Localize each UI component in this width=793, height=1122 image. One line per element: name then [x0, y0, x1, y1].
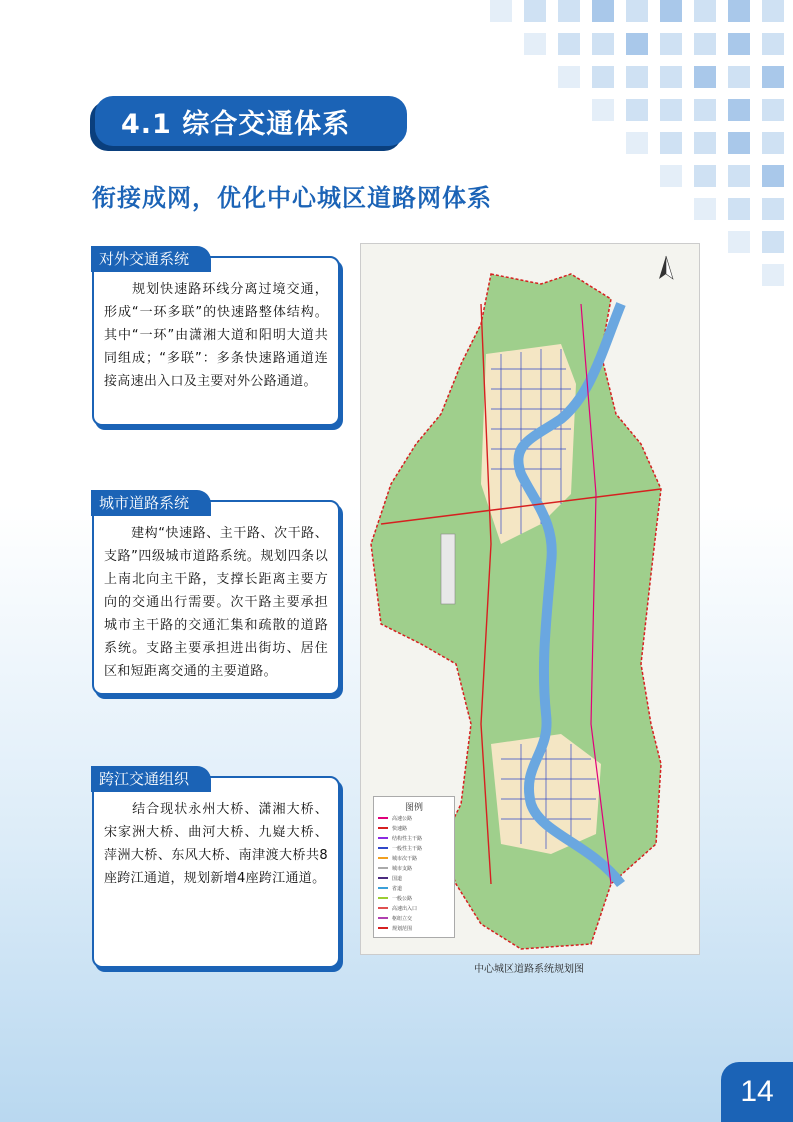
- legend-label: 一般公路: [392, 895, 413, 902]
- legend-swatch: [378, 877, 388, 879]
- legend-swatch: [378, 837, 388, 839]
- info-box-urban-roads: [92, 494, 340, 695]
- legend-swatch: [378, 927, 388, 929]
- legend-row: [374, 893, 454, 903]
- legend-swatch: [378, 917, 388, 919]
- legend-label: 快速路: [392, 825, 408, 832]
- legend-swatch: [378, 817, 388, 819]
- legend-label: 城市次干路: [392, 855, 418, 862]
- legend-row: [374, 883, 454, 893]
- legend-row: [374, 853, 454, 863]
- legend-row: [374, 903, 454, 913]
- legend-row: [374, 823, 454, 833]
- legend-swatch: [378, 887, 388, 889]
- info-box-river-crossing: [92, 770, 340, 968]
- box-text: 结合现状永州大桥、潇湘大桥、宋家洲大桥、曲河大桥、九嶷大桥、萍洲大桥、东风大桥、南津渡大桥共8座跨江通道，规划新增4座跨江通道。: [104, 802, 328, 886]
- page-number: 14: [721, 1062, 793, 1122]
- legend-label: 一般性主干路: [392, 845, 423, 852]
- legend-label: 枢纽立交: [392, 915, 413, 922]
- legend-row: [374, 913, 454, 923]
- legend-label: 国道: [392, 875, 403, 882]
- legend-label: 规划范围: [392, 925, 413, 932]
- legend-row: [374, 833, 454, 843]
- north-arrow-icon: [659, 256, 673, 279]
- section-title: 4.1 综合交通体系: [95, 96, 407, 146]
- box-title: 城市道路系统: [91, 490, 211, 516]
- legend-label: 省道: [392, 885, 403, 892]
- legend-row: [374, 873, 454, 883]
- road-system-map: [360, 243, 700, 955]
- box-text: 规划快速路环线分离过境交通，形成“一环多联”的快速路整体结构。其中“一环”由潇湘大道和阳明大道共同组成；“多联”：多条快速路通道连接高速出入口及主要对外公路通道。: [104, 282, 328, 389]
- legend-swatch: [378, 907, 388, 909]
- legend-label: 高速公路: [392, 815, 413, 822]
- legend-row: [374, 923, 454, 933]
- legend-row: [374, 813, 454, 823]
- legend-row: [374, 863, 454, 873]
- legend-swatch: [378, 857, 388, 859]
- box-text: 建构“快速路、主干路、次干路、支路”四级城市道路系统。规划四条以上南北向主干路，支撑长距离主要方向的交通出行需要。次干路主要承担城市主干路的交通汇集和疏散的道路系统。支路主要承担进出街坊、居住区和短距离交通的主要道路。: [104, 526, 328, 679]
- box-title: 对外交通系统: [91, 246, 211, 272]
- airport: [441, 534, 455, 604]
- map-legend: [373, 796, 455, 938]
- map-caption: 中心城区道路系统规划图: [474, 964, 584, 975]
- legend-swatch: [378, 847, 388, 849]
- legend-row: [374, 843, 454, 853]
- legend-swatch: [378, 867, 388, 869]
- legend-swatch: [378, 827, 388, 829]
- page-subtitle: 衔接成网，优化中心城区道路网体系: [92, 184, 492, 212]
- legend-label: 结构性主干路: [392, 835, 423, 842]
- info-box-external-transport: [92, 250, 340, 426]
- legend-swatch: [378, 897, 388, 899]
- legend-label: 城市支路: [392, 865, 413, 872]
- legend-label: 高速出入口: [392, 905, 418, 912]
- box-title: 跨江交通组织: [91, 766, 211, 792]
- legend-title: 图例: [404, 803, 423, 813]
